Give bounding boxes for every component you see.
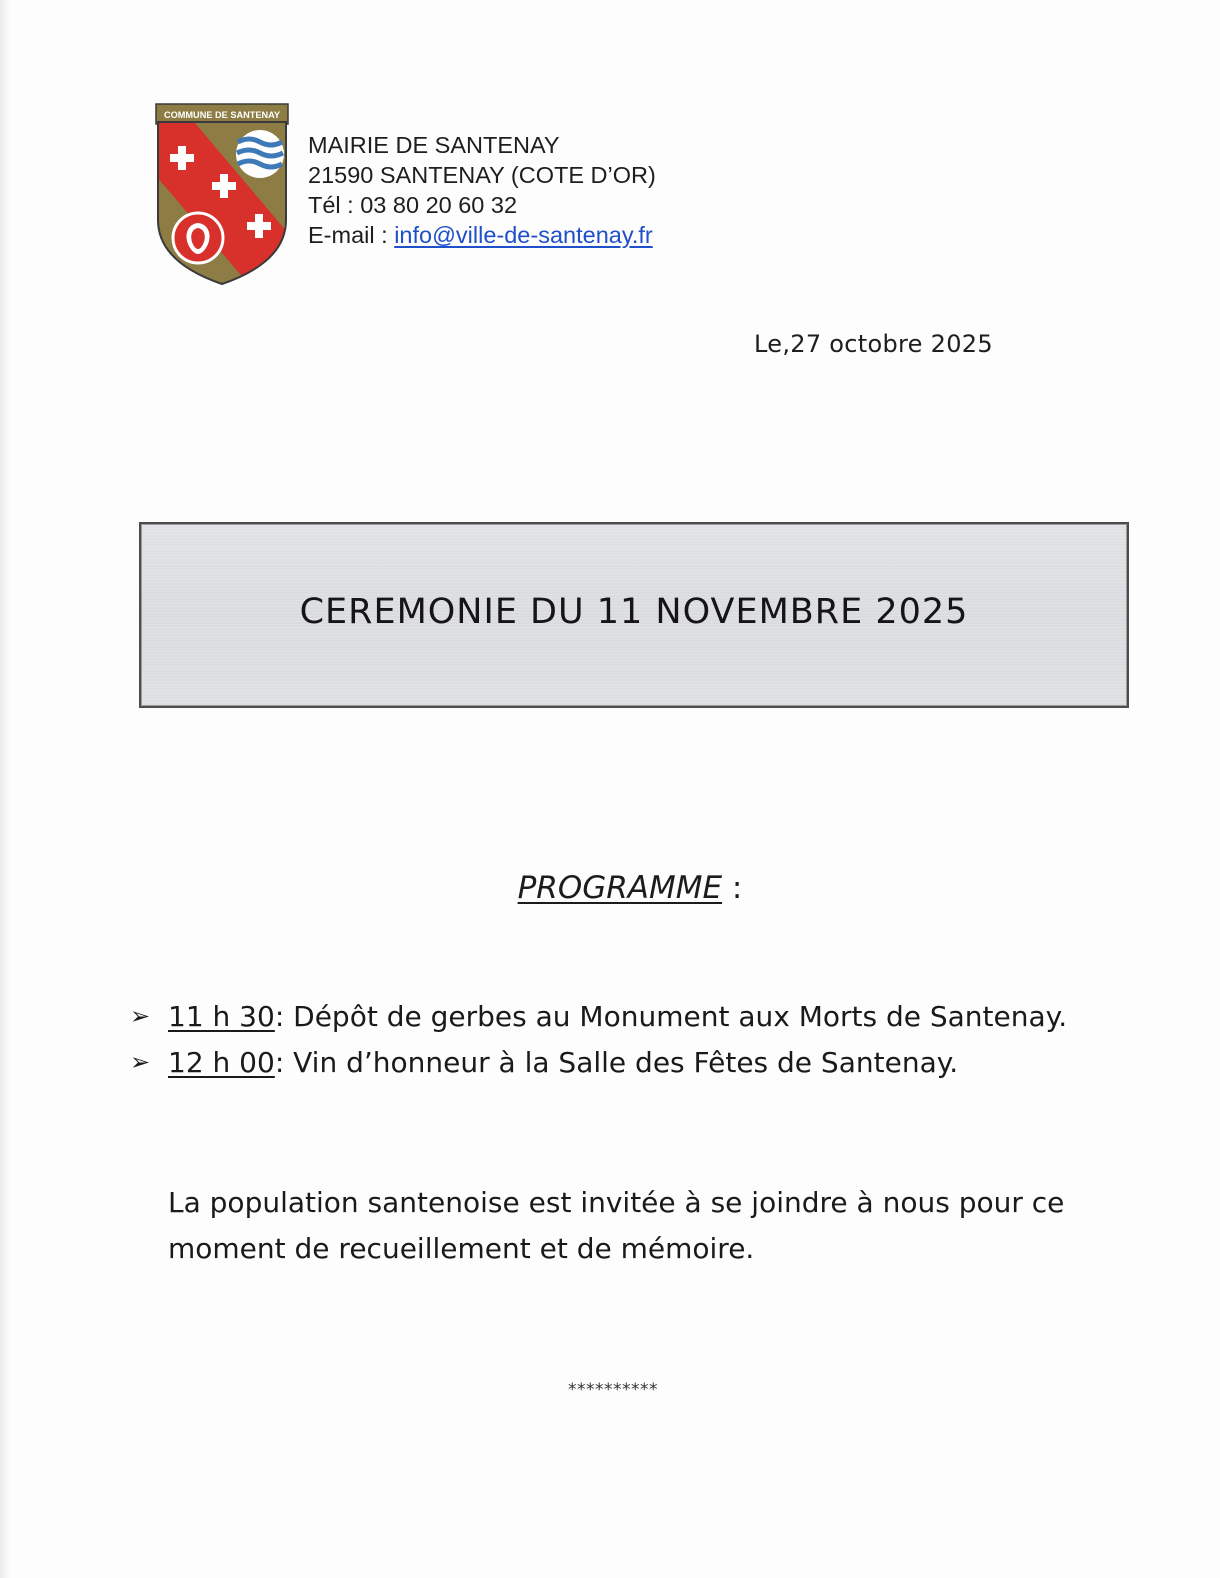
mairie-name: MAIRIE DE SANTENAY (308, 132, 560, 158)
mairie-email-line (308, 220, 656, 250)
schedule-list (130, 1000, 1067, 1092)
schedule-time: 11 h 30 (168, 1000, 275, 1033)
email-link[interactable]: info@ville-de-santenay.fr (394, 222, 653, 248)
letter-date: Le,27 octobre 2025 (754, 330, 993, 358)
arrowhead-bullet-icon: ➢ (130, 1048, 151, 1076)
schedule-time: 12 h 00 (168, 1046, 275, 1079)
page-title: CEREMONIE DU 11 NOVEMBRE 2025 (299, 592, 969, 632)
invitation-paragraph: La population santenoise est invitée à se joindre à nous pour ce moment de recueillement et de mémoire. (168, 1186, 1065, 1265)
programme-colon: : (722, 870, 743, 906)
mairie-address: 21590 SANTENAY (COTE D’OR) (308, 162, 656, 188)
letterhead (308, 130, 656, 250)
mairie-phone: Tél : 03 80 20 60 32 (308, 192, 518, 218)
separator-stars: ********** (568, 1380, 658, 1400)
arrowhead-bullet-icon: ➢ (130, 1002, 151, 1030)
schedule-description: : Dépôt de gerbes au Monument aux Morts de Santenay. (274, 1000, 1068, 1033)
programme-label: PROGRAMME (517, 870, 723, 906)
crest-banner-text: COMMUNE DE SANTENAY (163, 110, 281, 120)
schedule-description: : Vin d’honneur à la Salle des Fêtes de Santenay. (274, 1046, 959, 1079)
list-item (130, 1046, 1067, 1092)
title-box (139, 522, 1129, 708)
list-item (130, 1000, 1067, 1046)
programme-heading (0, 870, 1220, 906)
email-label: E-mail : (308, 222, 395, 248)
page-edge-shadow (0, 0, 10, 1578)
coat-of-arms-icon (154, 102, 290, 288)
